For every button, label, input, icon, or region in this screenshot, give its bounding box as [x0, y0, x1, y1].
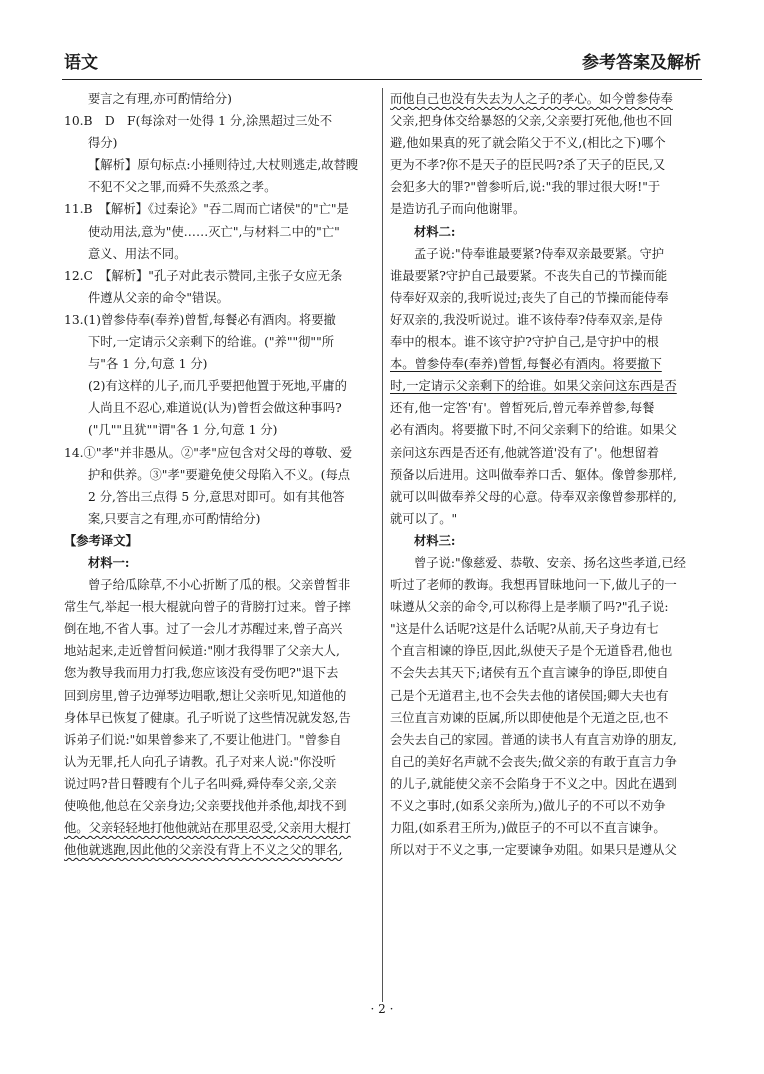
line-text: 预备以后进用。这叫做奉养口舌、躯体。像曾参那样,	[390, 467, 677, 482]
text-line	[64, 707, 376, 729]
line-text: 奉中的根本。谁不该守护?守护自己,是守护中的根	[390, 335, 659, 350]
text-line	[64, 839, 376, 861]
line-text: 认为无罪,托人向孔子请教。孔子对来人说:"你没听	[64, 754, 336, 769]
text-line	[64, 530, 376, 552]
line-text: 三位直言劝谏的臣属,所以即使他是个无道之臣,也不	[390, 710, 669, 725]
text-line	[64, 795, 376, 817]
line-text: 不犯不父之罪,而舜不失烝烝之孝。	[88, 180, 277, 195]
text-line	[64, 353, 376, 375]
text-line	[64, 773, 376, 795]
line-text: 不义之事时,(如系父亲所为,)做儿子的不可以不劝争	[390, 799, 666, 813]
text-line	[390, 707, 700, 729]
page-header-title: 参考答案及解析	[582, 53, 701, 73]
line-text: 件遵从父亲的命令"错误。	[88, 290, 229, 305]
text-line	[64, 221, 376, 243]
line-text: 要言之有理,亦可酌情给分)	[88, 92, 232, 106]
line-text: 材料一:	[88, 554, 130, 570]
line-text: 避,他如果真的死了就会陷父于不义,(相比之下)哪个	[390, 136, 666, 151]
text-line	[390, 287, 700, 309]
line-text: 2 分,答出三点得 5 分,意思对即可。如有其他答	[88, 489, 345, 504]
text-line	[64, 618, 376, 640]
line-text: 【解析】原句标点:小捶则待过,大杖则逃走,故替瞍	[88, 158, 359, 173]
text-line	[64, 662, 376, 684]
line-text: 10.B D F(每涂对一处得 1 分,涂黑超过三处不	[64, 114, 333, 129]
column-divider	[382, 88, 383, 1002]
line-text: 他。父亲轻轻地打他他就站在那里忍受,父亲用大棍打	[64, 821, 351, 836]
text-line	[390, 618, 700, 640]
text-line	[64, 596, 376, 618]
line-text: 与"各 1 分,句意 1 分)	[88, 357, 208, 372]
line-text: 个直言相谏的诤臣,因此,纵使天子是个无道昏君,他也	[390, 644, 673, 659]
line-text: 味遵从父亲的命令,可以称得上是孝顺了吗?"孔子说:	[390, 600, 669, 615]
text-line	[64, 110, 376, 132]
line-text: 会犯多大的罪?"曾参听后,说:"我的罪过很大呀!"于	[390, 180, 661, 195]
line-text: "这是什么话呢?这是什么话呢?从前,天子身边有七	[390, 622, 659, 637]
text-line	[64, 751, 376, 773]
line-text: 父亲,把身体交给暴怒的父亲,父亲要打死他,他也不回	[390, 114, 673, 129]
line-text: 地站起来,走近曾皙问候道:"刚才我得罪了父亲大人,	[64, 644, 340, 659]
text-line	[64, 508, 376, 530]
text-line	[64, 176, 376, 198]
line-text: ("几""且犹""谓"各 1 分,句意 1 分)	[88, 423, 278, 438]
text-line	[64, 464, 376, 486]
left-column	[64, 88, 376, 861]
page-number: · 2 ·	[370, 1002, 394, 1016]
text-line	[390, 221, 700, 243]
text-line	[390, 662, 700, 684]
line-text: 孟子说:"侍奉谁最要紧?侍奉双亲最要紧。守护	[414, 246, 665, 261]
text-line	[390, 154, 700, 176]
line-text: 倒在地,不省人事。过了一会儿才苏醒过来,曾子高兴	[64, 622, 343, 637]
text-line	[64, 309, 376, 331]
line-text: 好双亲的,我没听说过。谁不该侍奉?侍奉双亲,是侍	[390, 312, 663, 327]
line-text: 诉弟子们说:"如果曾参来了,不要让他进门。"曾参自	[64, 732, 342, 747]
line-text: 必有酒肉。将要撤下时,不问父亲剩下的给谁。如果父	[390, 423, 677, 438]
text-line	[64, 640, 376, 662]
text-line	[64, 331, 376, 353]
text-line	[390, 486, 700, 508]
text-line	[390, 265, 700, 287]
text-line	[64, 552, 376, 574]
line-text: 自己的美好名声就不会丧失;做父亲的有敢于直言力争	[390, 754, 677, 769]
line-text: 己是个无道君主,也不会失去他的诸侯国;卿大夫也有	[390, 688, 669, 703]
text-line	[390, 419, 700, 441]
text-line	[390, 132, 700, 154]
line-text: 12.C 【解析】"孔子对此表示赞同,主张子女应无条	[64, 268, 343, 283]
text-line	[390, 574, 700, 596]
right-column	[390, 88, 700, 861]
text-line	[64, 154, 376, 176]
text-line	[390, 751, 700, 773]
text-line	[390, 353, 700, 375]
text-line	[64, 375, 376, 397]
line-text: 身体早已恢复了健康。孔子听说了这些情况就发怒,告	[64, 710, 351, 725]
line-text: 案,只要言之有理,亦可酌情给分)	[88, 511, 261, 526]
text-line	[390, 530, 700, 552]
line-text: 下时,一定请示父亲剩下的给谁。("养""彻""所	[88, 335, 335, 350]
text-line	[390, 243, 700, 265]
line-text: 人尚且不忍心,难道说(认为)曾哲会做这种事吗?	[88, 401, 342, 416]
line-text: 就可以叫做奉养父母的心意。侍奉双亲像曾参那样的,	[390, 489, 677, 504]
text-line	[390, 729, 700, 751]
line-text: 常生气,举起一根大棍就向曾子的背膀打过来。曾子摔	[64, 600, 351, 615]
line-text: 曾子说:"像慈爱、恭敬、安亲、扬名这些孝道,已经	[414, 555, 686, 570]
text-line	[390, 442, 700, 464]
line-text: 的儿子,就能使父亲不会陷身于不义之中。因此在遇到	[390, 776, 677, 791]
line-text: 亲问这东西是否还有,他就答道'没有了'。他想留着	[390, 445, 659, 460]
text-line	[390, 685, 700, 707]
text-line	[64, 243, 376, 265]
text-line	[64, 685, 376, 707]
line-text: 所以对于不义之事,一定要谏争劝阻。如果只是遵从父	[390, 843, 677, 858]
line-text: 11.B 【解析】《过秦论》"吞二周而亡诸侯"的"亡"是	[64, 202, 349, 217]
line-text: 还有,他一定答'有'。曾皙死后,曾元奉养曾参,每餐	[390, 401, 655, 416]
line-text: 材料二:	[414, 223, 456, 239]
line-text: 不会失去其天下;诸侯有五个直言谏争的诤臣,即使自	[390, 666, 669, 681]
text-line	[390, 88, 700, 110]
header-rule	[62, 79, 702, 80]
line-text: 护和供养。③"孝"要避免使父母陷入不义。(每点	[88, 467, 351, 482]
text-line	[64, 287, 376, 309]
text-line	[390, 397, 700, 419]
text-line	[64, 442, 376, 464]
text-line	[64, 419, 376, 441]
text-line	[390, 795, 700, 817]
line-text: 时,一定请示父亲剩下的给谁。如果父亲问这东西是否	[390, 379, 677, 394]
text-line	[64, 729, 376, 751]
subject-label: 语文	[64, 53, 98, 73]
line-text: 您为教导我而用力打我,您应该没有受伤吧?"退下去	[64, 666, 339, 681]
text-line	[390, 176, 700, 198]
text-line	[64, 486, 376, 508]
line-text: 听过了老师的教诲。我想再冒昧地问一下,做儿子的一	[390, 578, 677, 593]
line-text: 是造访孔子而向他谢罪。	[390, 202, 526, 217]
line-text: 得分)	[88, 136, 118, 151]
text-line	[390, 331, 700, 353]
line-text: 意义、用法不同。	[88, 246, 187, 261]
text-line	[64, 265, 376, 287]
line-text: 使动用法,意为"使……灭亡",与材料二中的"亡"	[88, 224, 340, 239]
line-text: 更为不孝?你不是天子的臣民吗?杀了天子的臣民,又	[390, 158, 666, 173]
line-text: (2)有这样的儿子,而几乎要把他置于死地,平庸的	[88, 379, 347, 394]
line-text: 本。曾参侍奉(奉养)曾皙,每餐必有酒肉。将要撤下	[390, 357, 662, 372]
text-line	[390, 596, 700, 618]
line-text: 力阻,(如系君王所为,)做臣子的不可以不直言谏争。	[390, 821, 666, 836]
text-line	[390, 464, 700, 486]
text-line	[390, 110, 700, 132]
text-line	[64, 397, 376, 419]
line-text: 14.①"孝"并非愚从。②"孝"应包含对父母的尊敬、爱	[64, 445, 353, 460]
line-text: 【参考译文】	[64, 532, 138, 548]
text-line	[390, 773, 700, 795]
text-line	[64, 574, 376, 596]
text-line	[64, 198, 376, 220]
line-text: 谁最要紧?守护自己最要紧。不丧失自己的节操而能	[390, 268, 668, 283]
text-line	[390, 198, 700, 220]
line-text: 回到房里,曾子边弹琴边唱歌,想让父亲听见,知道他的	[64, 688, 347, 703]
line-text: 13.(1)曾参侍奉(奉养)曾皙,每餐必有酒肉。将要撤	[64, 312, 336, 327]
text-line	[390, 309, 700, 331]
line-text: 曾子给瓜除草,不小心折断了瓜的根。父亲曾皙非	[88, 578, 351, 593]
line-text: 而他自己也没有失去为人之子的孝心。如今曾参侍奉	[390, 92, 673, 106]
line-text: 就可以了。"	[390, 511, 458, 526]
text-line	[390, 817, 700, 839]
text-line	[64, 817, 376, 839]
line-text: 使唤他,他总在父亲身边;父亲要找他并杀他,却找不到	[64, 799, 347, 813]
line-text: 说过吗?昔日瞽瞍有个儿子名叫舜,舜侍奉父亲,父亲	[64, 776, 337, 791]
line-text: 他他就逃跑,因此他的父亲没有背上不义之父的罪名,	[64, 843, 343, 858]
line-text: 材料三:	[414, 532, 456, 548]
text-line	[390, 508, 700, 530]
text-line	[64, 88, 376, 110]
text-line	[390, 640, 700, 662]
text-line	[64, 132, 376, 154]
line-text: 会失去自己的家园。普通的读书人有直言劝诤的朋友,	[390, 732, 677, 747]
text-line	[390, 375, 700, 397]
line-text: 侍奉好双亲的,我听说过;丧失了自己的节操而能侍奉	[390, 290, 669, 305]
text-line	[390, 839, 700, 861]
text-line	[390, 552, 700, 574]
